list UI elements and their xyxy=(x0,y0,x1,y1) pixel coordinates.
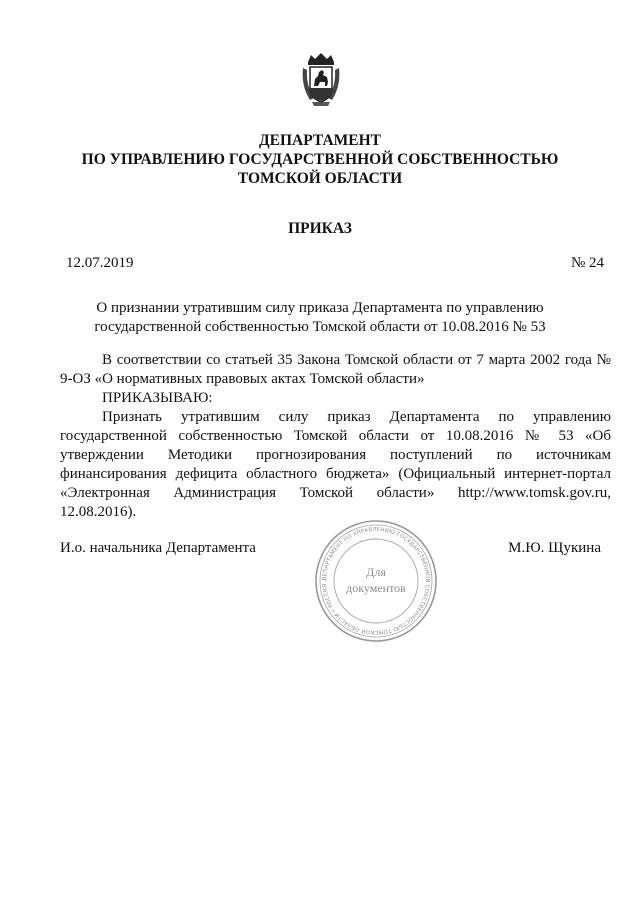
stamp-text-line: документов xyxy=(346,581,406,595)
body-line: утверждении Методики прогнозирования поступлений по источникам xyxy=(60,447,611,463)
subject-line: государственной собственностью Томской области от 10.08.2016 № 53 xyxy=(94,319,546,335)
coat-of-arms-icon xyxy=(300,52,342,108)
legal-basis-paragraph xyxy=(60,351,611,389)
order-word-text: ПРИКАЗЫВАЮ: xyxy=(102,390,213,406)
signer-name: М.Ю. Щукина xyxy=(508,540,601,556)
order-word xyxy=(60,389,611,408)
order-date: 12.07.2019 xyxy=(66,255,134,271)
order-subject xyxy=(60,299,580,337)
document-type-heading: ПРИКАЗ xyxy=(288,220,352,237)
stamp-text-line: Для xyxy=(366,565,386,579)
body-line: финансирования дефицита областного бюджета» (Официальный интернет-портал xyxy=(60,466,611,482)
subject-line: О признании утратившим силу приказа Департамента по управлению xyxy=(96,300,544,316)
body-line: государственной собственностью Томской области от 10.08.2016 № 53 «Об xyxy=(60,428,611,444)
official-stamp xyxy=(314,519,438,643)
stamp-ring-text: ДЕПАРТАМЕНТ ПО УПРАВЛЕНИЮ ГОСУДАРСТВЕННОЙ СОБСТВЕННОСТЬЮ ТОМСКОЙ ОБЛАСТИ • РОССИЯ xyxy=(321,526,431,636)
department-title-line: ТОМСКОЙ ОБЛАСТИ xyxy=(237,170,403,187)
body-line: В соответствии со статьей 35 Закона Томской области от 7 марта 2002 года № xyxy=(102,352,611,368)
body-line: «Электронная Администрация Томской области» http://www.tomsk.gov.ru, xyxy=(60,485,611,501)
signer-position: И.о. начальника Департамента xyxy=(60,540,256,556)
body-line: Признать утратившим силу приказ Департамента по управлению xyxy=(102,409,611,425)
department-title-line: ПО УПРАВЛЕНИЮ ГОСУДАРСТВЕННОЙ СОБСТВЕННОСТЬЮ xyxy=(81,151,559,168)
department-title-line: ДЕПАРТАМЕНТ xyxy=(258,132,382,149)
body-line: 9-ОЗ «О нормативных правовых актах Томской области» xyxy=(60,371,425,387)
body-line: 12.08.2016). xyxy=(60,504,137,520)
department-title xyxy=(40,131,600,188)
decision-paragraph xyxy=(60,408,611,522)
order-number: № 24 xyxy=(570,255,604,271)
